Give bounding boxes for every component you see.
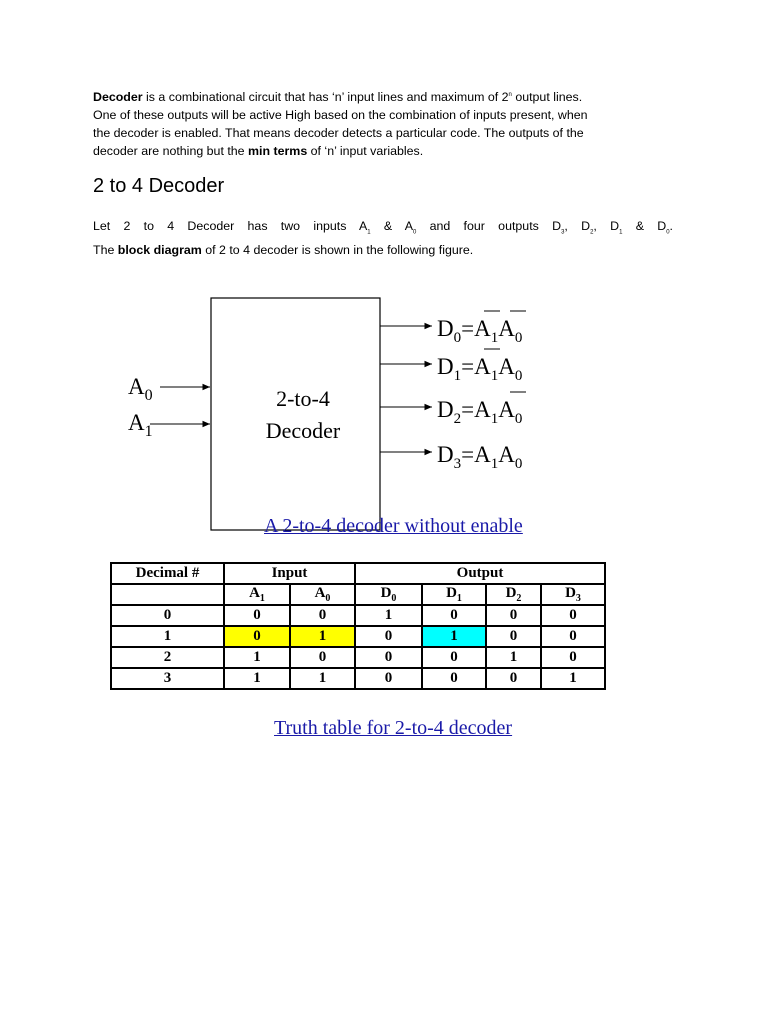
p1-sub-a0: 0	[413, 229, 417, 236]
subheader-d0	[355, 584, 422, 605]
table-cell: 0	[290, 647, 355, 668]
table-cell-highlighted: 1	[422, 626, 486, 647]
sh-d2-l: D	[505, 585, 517, 601]
d0-a1: A	[474, 316, 491, 341]
table-cell: 0	[224, 605, 290, 626]
intro-line-4	[93, 142, 673, 160]
svg-text:A0	[128, 374, 153, 404]
d0-a1-sub: 1	[490, 330, 499, 346]
svg-text:A1	[128, 410, 153, 440]
d0-sub: 0	[453, 330, 462, 346]
input-a1	[128, 410, 210, 440]
sh-d1-s: 1	[456, 593, 462, 604]
table-cell: 3	[111, 668, 224, 689]
p1-sub-d3: 3	[561, 229, 565, 236]
sh-a0-l: A	[314, 585, 326, 601]
subheader-a1	[224, 584, 290, 605]
subheader-empty	[111, 584, 224, 605]
table-row	[111, 626, 605, 647]
subheader-d2	[486, 584, 541, 605]
intro-paragraph	[93, 86, 673, 160]
p1-sub-d2: 2	[590, 229, 594, 236]
d2-a1: A	[474, 397, 491, 422]
sh-d1-l: D	[446, 585, 457, 601]
d3-eq: =	[461, 442, 475, 467]
table-cell: 1	[111, 626, 224, 647]
d3-a0-sub: 0	[514, 456, 523, 472]
d3-a0: A	[498, 442, 515, 467]
subheader-d3	[541, 584, 605, 605]
table-cell: 0	[541, 626, 605, 647]
intro-line-3: the decoder is enabled. That means decoder detects a particular code. The outputs of the	[93, 126, 584, 141]
table-cell: 1	[224, 647, 290, 668]
output-d1	[380, 349, 522, 384]
p1-amp: & A	[370, 219, 413, 233]
d2-a0: A	[498, 397, 515, 422]
table-cell: 0	[355, 647, 422, 668]
d3-a1-sub: 1	[490, 456, 499, 472]
input-a0-letter: A	[128, 374, 145, 399]
table-cell: 1	[541, 668, 605, 689]
p1-mid: and four outputs D	[416, 219, 562, 233]
p1-sub-d0: 0	[666, 229, 670, 236]
d2-letter: D	[437, 397, 454, 422]
table-caption: Truth table for 2-to-4 decoder	[274, 717, 513, 739]
header-input: Input	[224, 563, 355, 584]
section-paragraph	[93, 217, 673, 259]
d0-eq: =	[461, 316, 475, 341]
table-cell: 1	[224, 668, 290, 689]
d3-letter: D	[437, 442, 454, 467]
p1-end: .	[669, 219, 673, 233]
table-row	[111, 605, 605, 626]
d1-eq: =	[461, 354, 475, 379]
d0-a0-sub: 0	[514, 330, 523, 346]
sh-d2-s: 2	[516, 593, 522, 604]
intro-superscript: n	[508, 92, 512, 98]
table-cell: 2	[111, 647, 224, 668]
svg-text:D0=A1A0	[437, 316, 522, 346]
sh-d3-l: D	[565, 585, 576, 601]
table-cell: 0	[541, 647, 605, 668]
input-a0-sub: 0	[144, 387, 153, 404]
table-row	[111, 668, 605, 689]
block-label-1: 2-to-4	[276, 386, 330, 411]
intro-text-1: is a combinational circuit that has ‘n’ input lines and maximum of 2	[142, 90, 509, 105]
intro-text-4c: of ‘n’ input variables.	[307, 144, 424, 159]
table-cell: 0	[541, 605, 605, 626]
intro-text-4a: decoder are nothing but the	[93, 144, 248, 159]
d3-a1: A	[474, 442, 491, 467]
sh-d3-s: 3	[575, 593, 581, 604]
table-cell: 1	[486, 647, 541, 668]
table-cell: 1	[290, 668, 355, 689]
input-a1-letter: A	[128, 410, 145, 435]
input-a1-sub: 1	[144, 423, 153, 440]
table-cell: 0	[486, 626, 541, 647]
p1-sub-d1: 1	[619, 229, 623, 236]
input-a0	[128, 374, 210, 404]
section-line-1	[93, 217, 673, 241]
sh-d0-s: 0	[391, 593, 397, 604]
header-decimal: Decimal #	[111, 563, 224, 584]
d1-a1: A	[474, 354, 491, 379]
table-cell: 0	[422, 647, 486, 668]
section-heading: 2 to 4 Decoder	[93, 175, 225, 197]
table-cell: 0	[355, 668, 422, 689]
table-cell: 0	[290, 605, 355, 626]
p1-text: Let 2 to 4 Decoder has two inputs A	[93, 219, 368, 233]
output-d2	[380, 392, 526, 427]
truth-table	[110, 562, 606, 690]
block-label-2: Decoder	[265, 418, 341, 443]
svg-text:D2=A1A0	[437, 397, 522, 427]
d2-sub: 2	[453, 411, 462, 427]
intro-line-2: One of these outputs will be active High based on the combination of inputs present, when	[93, 108, 588, 123]
diagram-caption: A 2-to-4 decoder without enable	[264, 515, 523, 537]
table-cell: 0	[486, 668, 541, 689]
p1-c2: , D	[593, 219, 620, 233]
table-cell: 0	[355, 626, 422, 647]
subheader-a0	[290, 584, 355, 605]
table-cell: 0	[111, 605, 224, 626]
output-d3	[380, 442, 522, 472]
table-subheader-row	[111, 584, 605, 605]
block-diagram-term: block diagram	[117, 243, 202, 258]
block-diagram	[0, 280, 768, 840]
d2-a0-sub: 0	[514, 411, 523, 427]
p2-text-a: The	[93, 243, 118, 258]
header-output: Output	[355, 563, 605, 584]
output-d0	[380, 311, 526, 346]
intro-line-1	[93, 86, 673, 106]
sh-a1-l: A	[249, 585, 260, 601]
decoder-block	[211, 298, 380, 530]
d1-a1-sub: 1	[490, 368, 499, 384]
d1-a0-sub: 0	[514, 368, 523, 384]
d2-a1-sub: 1	[490, 411, 499, 427]
decoder-term: Decoder	[93, 90, 143, 105]
d1-a0: A	[498, 354, 515, 379]
d1-sub: 1	[453, 368, 462, 384]
svg-text:D3=A1A0	[437, 442, 522, 472]
p1-c3: & D	[622, 219, 667, 233]
table-header-row	[111, 563, 605, 584]
min-terms-term: min terms	[248, 144, 308, 159]
p1-c1: , D	[564, 219, 591, 233]
sh-d0-l: D	[380, 585, 392, 601]
p1-sub-a1: 1	[367, 229, 371, 236]
table-cell: 0	[422, 668, 486, 689]
intro-text-2: output lines.	[511, 90, 583, 105]
d0-a0: A	[498, 316, 515, 341]
d3-sub: 3	[453, 456, 462, 472]
sh-a1-s: 1	[259, 593, 265, 604]
d1-letter: D	[437, 354, 454, 379]
subheader-d1	[422, 584, 486, 605]
table-cell: 0	[486, 605, 541, 626]
p2-text-c: of 2 to 4 decoder is shown in the following figure.	[201, 243, 474, 258]
d0-letter: D	[437, 316, 454, 341]
table-cell: 0	[422, 605, 486, 626]
table-row	[111, 647, 605, 668]
d2-eq: =	[461, 397, 475, 422]
section-line-2	[93, 241, 673, 259]
sh-a0-s: 0	[325, 593, 331, 604]
svg-text:D1=A1A0	[437, 354, 522, 384]
table-cell-highlighted: 0	[224, 626, 290, 647]
table-cell-highlighted: 1	[290, 626, 355, 647]
table-cell: 1	[355, 605, 422, 626]
